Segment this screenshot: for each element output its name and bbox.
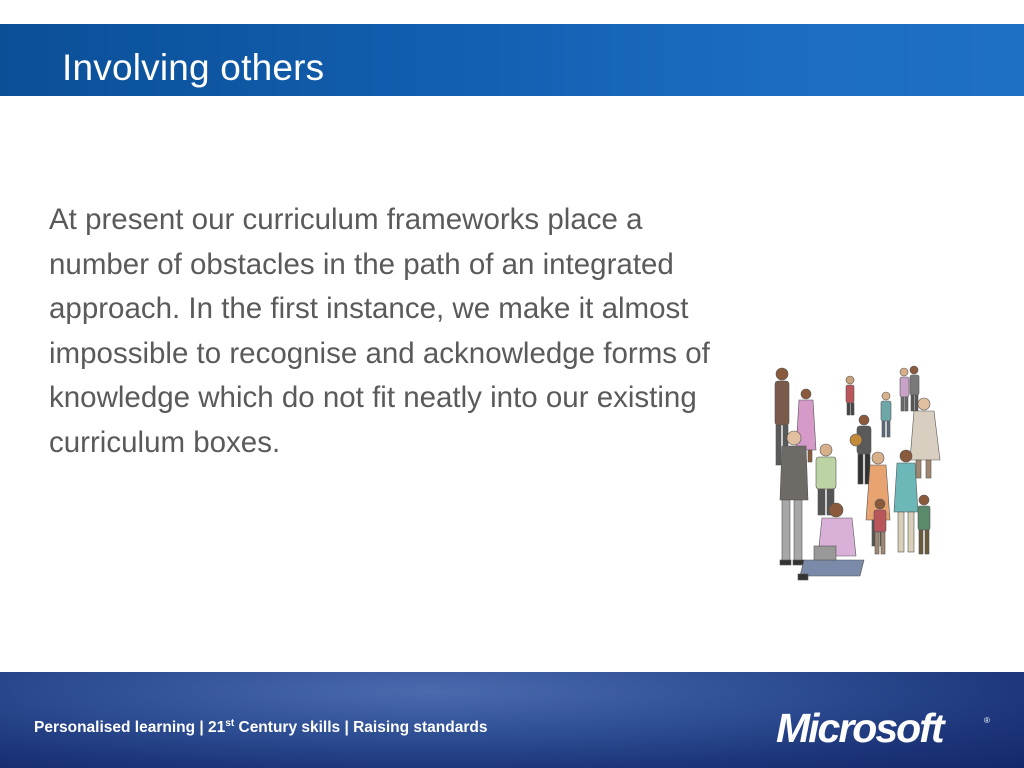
figure-child-blue xyxy=(918,495,930,554)
tagline-part-1: Personalised learning | 21 xyxy=(34,719,226,736)
figure-back-3 xyxy=(910,366,919,411)
figure-back-4 xyxy=(881,392,891,437)
title-bar xyxy=(0,24,1024,96)
figure-man-grey-suit xyxy=(780,431,808,565)
microsoft-logo: Microsoft xyxy=(776,705,943,751)
figure-back-1 xyxy=(846,376,854,415)
people-group-illustration xyxy=(764,360,946,592)
figure-back-2 xyxy=(900,368,909,411)
logo-trademark: ® xyxy=(984,716,990,725)
tagline-superscript: st xyxy=(225,717,235,729)
tagline-part-2: Century skills | Raising standards xyxy=(234,719,488,736)
footer-tagline xyxy=(34,719,487,737)
slide-title: Involving others xyxy=(62,47,325,88)
figure-man-center xyxy=(850,415,871,484)
figure-woman-teal xyxy=(894,450,918,552)
figure-seated-laptop xyxy=(798,503,864,580)
slide-body-text: At present our curriculum frameworks place a number of obstacles in the path of an integrated approach. In the first instance, we make it almost impossible to recognise and acknowledge forms of knowledge which do not fit neatly into our existing curriculum boxes. xyxy=(49,203,710,459)
